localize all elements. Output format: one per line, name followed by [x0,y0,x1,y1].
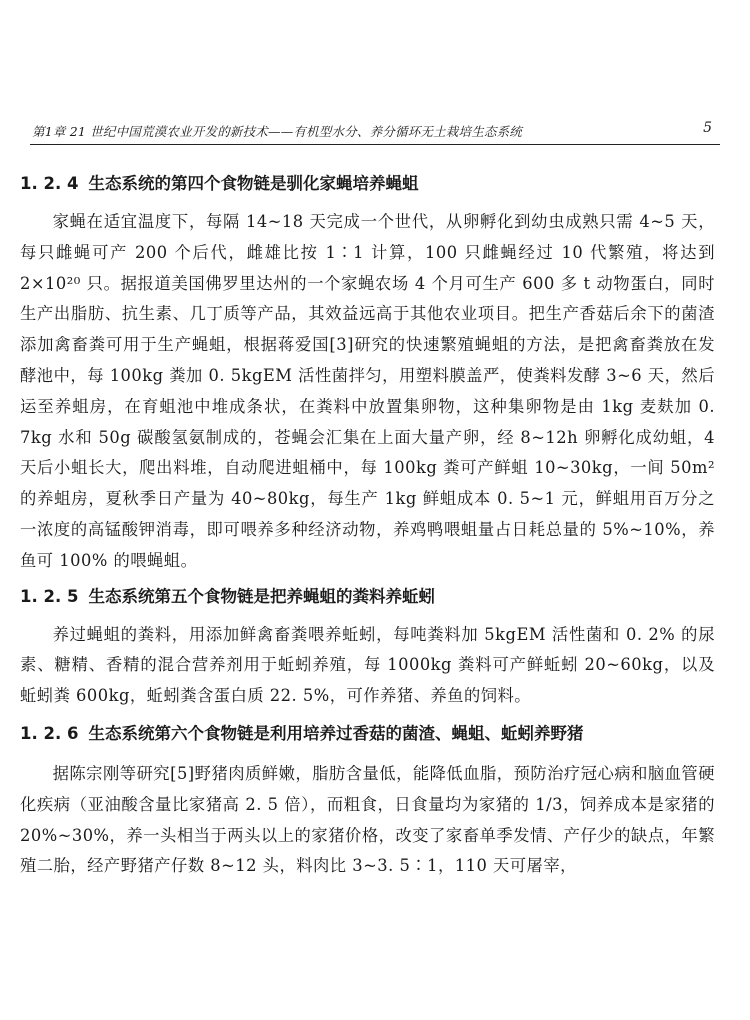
section-number: 1. 2. 4 [20,174,79,193]
section-title: 生态系统第五个食物链是把养蝇蛆的粪料养蚯蚓 [88,586,435,606]
section-number: 1. 2. 6 [20,723,79,743]
section-title: 生态系统第六个食物链是利用培养过香菇的菌渣、蝇蛆、蚯蚓养野猪 [88,723,584,743]
paragraph-earthworms: 养过蝇蛆的粪料，用添加鲜禽畜粪喂养蚯蚓，每吨粪料加 5kgEM 活性菌和 0. 2% 的尿素、糖精、香精的混合营养剂用于蚯蚓养殖，每 1000kg 粪料可产鲜蚯蚓 20~60kg，以及蚯蚓粪 600kg，蚯蚓粪含蛋白质 22. 5%，可作养猪、养鱼的饲料。 [20,624,715,706]
paragraph-wild-boar: 据陈宗刚等研究[5]野猪肉质鲜嫩，脂肪含量低，能降低血脂，预防治疗冠心病和脑血管硬化疾病（亚油酸含量比家猪高 2. 5 倍），而粗食，日食量均为家猪的 1/3，饲养成本是家猪的 20%~30%，养一头相当于两头以上的家猪价格，改变了家畜单季发情、产仔少的缺点，年繁殖二胎，经产野猪产仔数 8~12 头，料肉比 3~3. 5∶1，110 天可屠宰， [20,763,715,876]
section-heading-1-2-5 [20,583,715,610]
paragraph-housefly-maggots: 家蝇在适宜温度下，每隔 14~18 天完成一个世代，从卵孵化到幼虫成熟只需 4~5 天，每只雌蝇可产 200 个后代，雌雄比按 1∶1 计算，100 只雌蝇经过 10 代繁殖，将达到 2×10²⁰ 只。据报道美国佛罗里达州的一个家蝇农场 4 个月可生产 600 多 t 动物蛋白，同时生产出脂肪、抗生素、几丁质等产品，其效益远高于其他农业项目。把生产香菇后余下的菌渣添加禽畜粪可用于生产蝇蛆，根据蒋爱国[3]研究的快速繁殖蝇蛆的方法，是把禽畜粪放在发酵池中，每 100kg 粪加 0. 5kgEM 活性菌拌匀，用塑料膜盖严，使粪料发酵 3~6 天，然后运至养蛆房，在育蛆池中堆成条状，在粪料中放置集卵物，这种集卵物是由 1kg 麦麸加 0. 7kg 水和 50g 碳酸氢氨制成的，苍蝇会汇集在上面大量产卵，经 8~12h 卵孵化成幼蛆，4 天后小蛆长大，爬出料堆，自动爬进蛆桶中，每 100kg 粪可产鲜蛆 10~30kg，一间 50m² 的养蛆房，夏秋季日产量为 40~80kg，每生产 1kg 鲜蛆成本 0. 5~1 元，鲜蛆用百万分之一浓度的高锰酸钾消毒，即可喂养多种经济动物，养鸡鸭喂蛆量占日耗总量的 5%~10%，养鱼可 100% 的喂蝇蛆。 [20,212,715,570]
section-title: 生态系统的第四个食物链是驯化家蝇培养蝇蛆 [88,174,419,193]
section-number: 1. 2. 5 [20,586,79,606]
page-number: 5 [703,120,712,136]
chapter-title: 第1章 21 世纪中国荒漠农业开发的新技术——有机型水分、养分循环无土栽培生态系统 [32,124,523,139]
section-heading-1-2-4 [20,170,715,197]
running-header [30,120,720,145]
section-heading-1-2-6 [20,720,715,747]
page-body [20,170,715,882]
